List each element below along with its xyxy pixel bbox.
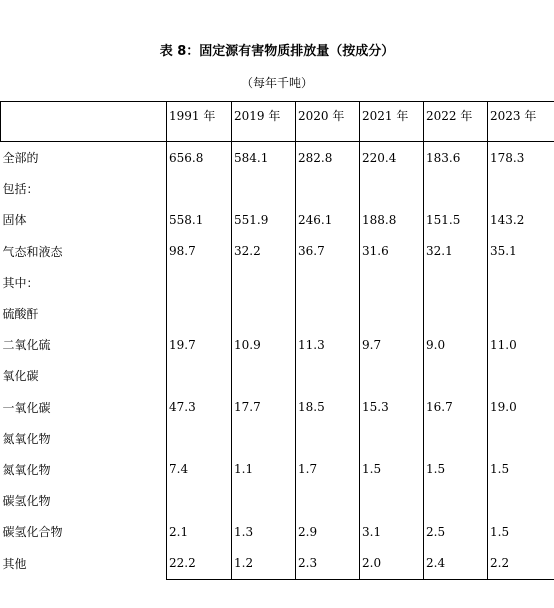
value-cell <box>488 267 554 298</box>
value-cell: 98.7 <box>167 236 232 267</box>
row-label: 一氧化碳 <box>2 400 51 415</box>
table-row <box>1 516 554 547</box>
header-cell-year: 2021 年 <box>360 102 424 142</box>
value-cell <box>488 423 554 454</box>
row-label: 氮氧化物 <box>2 462 51 477</box>
value-cell <box>167 298 232 329</box>
value-cell: 183.6 <box>424 142 488 174</box>
value-cell: 178.3 <box>488 142 554 174</box>
value-cell <box>167 485 232 516</box>
table-row <box>1 329 554 360</box>
table-row <box>1 485 554 516</box>
row-label: 固体 <box>2 213 27 228</box>
value-cell <box>167 423 232 454</box>
value-cell: 47.3 <box>167 392 232 423</box>
row-label: 氧化碳 <box>2 369 39 384</box>
value-cell: 32.1 <box>424 236 488 267</box>
value-cell <box>296 360 360 391</box>
value-cell: 1.1 <box>232 454 296 485</box>
table-row <box>1 547 554 579</box>
table-title: 表 8：固定源有害物质排放量（按成分） <box>159 44 395 59</box>
value-cell: 1.5 <box>424 454 488 485</box>
value-cell: 188.8 <box>360 204 424 235</box>
header-cell-year: 1991 年 <box>167 102 232 142</box>
value-cell <box>232 485 296 516</box>
value-cell <box>232 360 296 391</box>
table-row <box>1 392 554 423</box>
header-cell-year: 2020 年 <box>296 102 360 142</box>
value-cell: 2.9 <box>296 516 360 547</box>
value-cell: 558.1 <box>167 204 232 235</box>
value-cell: 1.3 <box>232 516 296 547</box>
value-cell: 3.1 <box>360 516 424 547</box>
value-cell: 2.4 <box>424 547 488 579</box>
value-cell <box>360 423 424 454</box>
value-cell <box>488 173 554 204</box>
value-cell <box>232 267 296 298</box>
value-cell <box>488 485 554 516</box>
table-row <box>1 267 554 298</box>
row-label: 氮氧化物 <box>2 431 51 446</box>
value-cell: 10.9 <box>232 329 296 360</box>
row-label: 碳氢化物 <box>2 494 51 509</box>
value-cell: 7.4 <box>167 454 232 485</box>
value-cell <box>360 360 424 391</box>
value-cell <box>232 423 296 454</box>
value-cell: 2.0 <box>360 547 424 579</box>
value-cell <box>424 173 488 204</box>
header-cell-corner <box>1 102 167 142</box>
value-cell: 584.1 <box>232 142 296 174</box>
value-cell: 31.6 <box>360 236 424 267</box>
table-row <box>1 173 554 204</box>
value-cell: 22.2 <box>167 547 232 579</box>
header-cell-year: 2022 年 <box>424 102 488 142</box>
table-row <box>1 360 554 391</box>
value-cell <box>296 173 360 204</box>
value-cell: 2.2 <box>488 547 554 579</box>
value-cell: 17.7 <box>232 392 296 423</box>
value-cell <box>424 485 488 516</box>
value-cell: 18.5 <box>296 392 360 423</box>
value-cell: 220.4 <box>360 142 424 174</box>
value-cell: 9.0 <box>424 329 488 360</box>
value-cell <box>360 485 424 516</box>
value-cell <box>296 423 360 454</box>
row-label: 二氧化硫 <box>2 338 51 353</box>
value-cell: 11.3 <box>296 329 360 360</box>
value-cell: 1.5 <box>488 516 554 547</box>
table-unit-subtitle: （每年千吨） <box>240 76 313 90</box>
value-cell <box>296 267 360 298</box>
header-row <box>1 102 554 142</box>
value-cell: 1.7 <box>296 454 360 485</box>
value-cell <box>167 173 232 204</box>
value-cell <box>424 267 488 298</box>
value-cell <box>360 298 424 329</box>
value-cell <box>424 360 488 391</box>
table-row <box>1 454 554 485</box>
value-cell <box>424 423 488 454</box>
row-label: 硫酸酐 <box>2 307 39 322</box>
row-label: 其中： <box>2 275 39 290</box>
value-cell: 1.5 <box>360 454 424 485</box>
value-cell: 282.8 <box>296 142 360 174</box>
value-cell <box>232 173 296 204</box>
value-cell: 1.5 <box>488 454 554 485</box>
value-cell: 9.7 <box>360 329 424 360</box>
value-cell: 143.2 <box>488 204 554 235</box>
value-cell <box>424 298 488 329</box>
table-row <box>1 423 554 454</box>
table-row <box>1 204 554 235</box>
value-cell <box>296 485 360 516</box>
value-cell: 32.2 <box>232 236 296 267</box>
row-label: 气态和液态 <box>2 244 63 259</box>
value-cell <box>167 360 232 391</box>
value-cell <box>296 298 360 329</box>
table-row <box>1 142 554 174</box>
emissions-table <box>0 101 554 580</box>
value-cell <box>360 173 424 204</box>
value-cell: 19.7 <box>167 329 232 360</box>
value-cell <box>232 298 296 329</box>
value-cell: 551.9 <box>232 204 296 235</box>
value-cell <box>167 267 232 298</box>
value-cell: 15.3 <box>360 392 424 423</box>
value-cell <box>360 267 424 298</box>
table-row <box>1 236 554 267</box>
value-cell: 35.1 <box>488 236 554 267</box>
value-cell: 36.7 <box>296 236 360 267</box>
value-cell: 2.3 <box>296 547 360 579</box>
row-label: 全部的 <box>2 151 39 166</box>
row-label: 碳氢化合物 <box>2 525 63 540</box>
value-cell: 2.5 <box>424 516 488 547</box>
header-cell-year: 2019 年 <box>232 102 296 142</box>
value-cell: 656.8 <box>167 142 232 174</box>
value-cell: 19.0 <box>488 392 554 423</box>
value-cell: 1.2 <box>232 547 296 579</box>
value-cell: 11.0 <box>488 329 554 360</box>
value-cell <box>488 298 554 329</box>
header-cell-year: 2023 年 <box>488 102 554 142</box>
value-cell <box>488 360 554 391</box>
row-label: 包括： <box>2 182 39 197</box>
value-cell: 151.5 <box>424 204 488 235</box>
row-label: 其他 <box>2 556 27 571</box>
value-cell: 16.7 <box>424 392 488 423</box>
value-cell: 246.1 <box>296 204 360 235</box>
table-row <box>1 298 554 329</box>
value-cell: 2.1 <box>167 516 232 547</box>
